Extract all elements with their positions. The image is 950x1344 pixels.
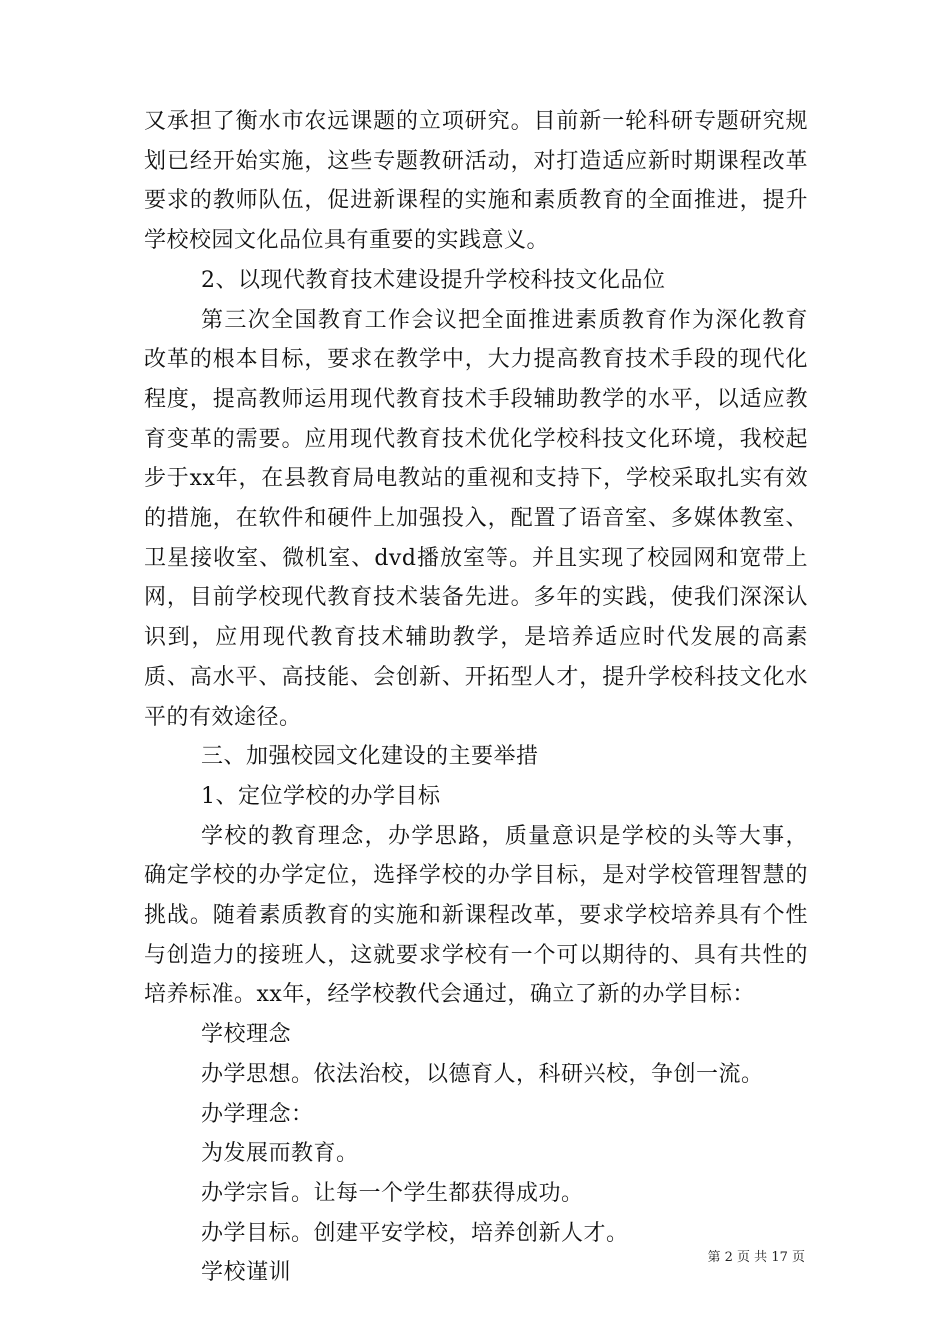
paragraph-3: 第三次全国教育工作会议把全面推进素质教育作为深化教育改革的根本目标，要求在教学中，大力提高教育技术手段的现代化程度，提高教师运用现代教育技术手段辅助教学的水平，以适应教育变革的需要。应用现代教育技术优化学校科技文化环境，我校起步于xx年，在县教育局电教站的重视和支持下，学校采取扎实有效的措施，在软件和硬件上加强投入，配置了语音室、多媒体教室、卫星接收室、微机室、dvd播放室等。并且实现了校园网和宽带上网，目前学校现代教育技术装备先进。多年的实践，使我们深深认识到，应用现代教育技术辅助教学，是培养适应时代发展的高素质、高水平、高技能、会创新、开拓型人才，提升学校科技文化水平的有效途径。 [144, 307, 808, 730]
section-heading-2: 2、以现代教育技术建设提升学校科技文化品位 [201, 267, 666, 293]
list-item-school-thought: 办学思想。依法治校，以德育人，科研兴校，争创一流。 [201, 1061, 764, 1087]
list-item-school-philosophy: 学校理念 [201, 1022, 292, 1048]
document-body [144, 102, 808, 1293]
list-item-education-for-development: 为发展而教育。 [201, 1141, 359, 1167]
list-item-school-purpose: 办学宗旨。让每一个学生都获得成功。 [201, 1180, 584, 1206]
page-number: 第 2 页 共 17 页 [707, 1250, 805, 1265]
paragraph-1: 又承担了衡水市农远课题的立项研究。目前新一轮科研专题研究规划已经开始实施，这些专题教研活动，对打造适应新时期课程改革要求的教师队伍，促进新课程的实施和素质教育的全面推进，提升学校校园文化品位具有重要的实践意义。 [144, 109, 808, 254]
section-heading-3: 三、加强校园文化建设的主要举措 [201, 744, 539, 770]
paragraph-6: 学校的教育理念，办学思路，质量意识是学校的头等大事，确定学校的办学定位，选择学校的办学目标，是对学校管理智慧的挑战。随着素质教育的实施和新课程改革，要求学校培养具有个性与创造力的接班人，这就要求学校有一个可以期待的、具有共性的培养标准。xx年，经学校教代会通过，确立了新的办学目标： [144, 823, 808, 1008]
list-item-school-concept: 办学理念： [201, 1101, 314, 1127]
subsection-heading-1: 1、定位学校的办学目标 [201, 783, 441, 809]
list-item-school-motto: 学校谨训 [201, 1260, 292, 1286]
list-item-school-goal: 办学目标。创建平安学校，培养创新人才。 [201, 1220, 629, 1246]
